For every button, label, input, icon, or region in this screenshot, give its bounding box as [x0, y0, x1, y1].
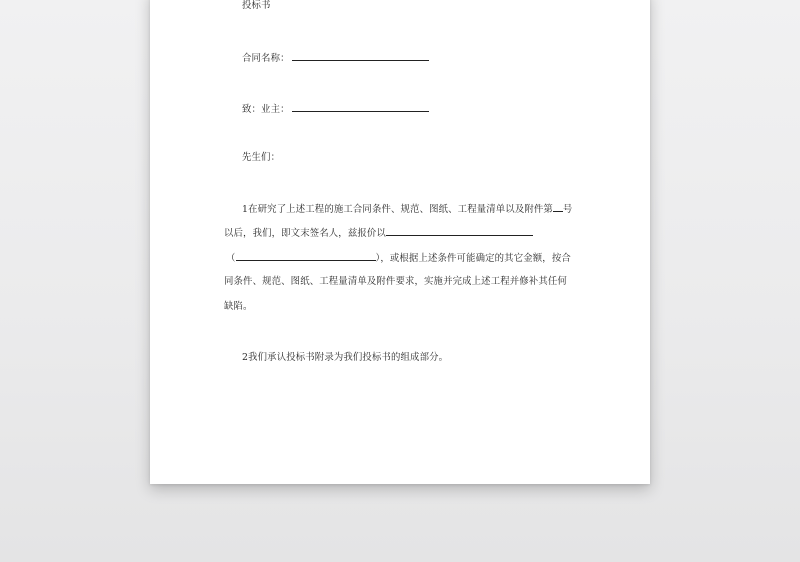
paragraph-1-open-paren: （ [226, 253, 236, 264]
paragraph-2: 2我们承认投标书附录为我们投标书的组成部分。 [242, 352, 449, 363]
paragraph-1-text-b: 号 [562, 204, 573, 215]
contract-name-row [242, 51, 429, 65]
salutation: 先生们： [242, 152, 281, 163]
paragraph-1-text-c: 以后，我们，即文末签名人，兹报价以 [224, 228, 386, 239]
paragraph-1-line-4: 同条件、规范、图纸、工程量清单及附件要求，实施并完成上述工程并修补其任何 [224, 276, 567, 287]
to-owner-row [242, 102, 429, 116]
paragraph-1-line-1 [242, 202, 572, 216]
attachment-number-blank [553, 202, 563, 212]
paragraph-1-text-d: ），或根据上述条件可能确定的其它金额，按合 [375, 253, 571, 264]
paragraph-1-line-2 [224, 226, 533, 240]
document-title: 投标书 [242, 0, 271, 11]
bid-price-words-blank [236, 251, 376, 261]
to-owner-label: 致：业主： [242, 104, 290, 115]
paragraph-1-text-a: 1在研究了上述工程的施工合同条件、规范、图纸、工程量清单以及附件第 [242, 204, 553, 215]
bid-price-blank [386, 226, 533, 236]
contract-name-blank [292, 51, 429, 61]
document-page [150, 0, 650, 484]
paragraph-1-line-3 [226, 251, 571, 265]
paragraph-1-line-5: 缺陷。 [224, 301, 253, 312]
contract-name-label: 合同名称： [242, 53, 290, 64]
to-owner-blank [292, 102, 429, 112]
